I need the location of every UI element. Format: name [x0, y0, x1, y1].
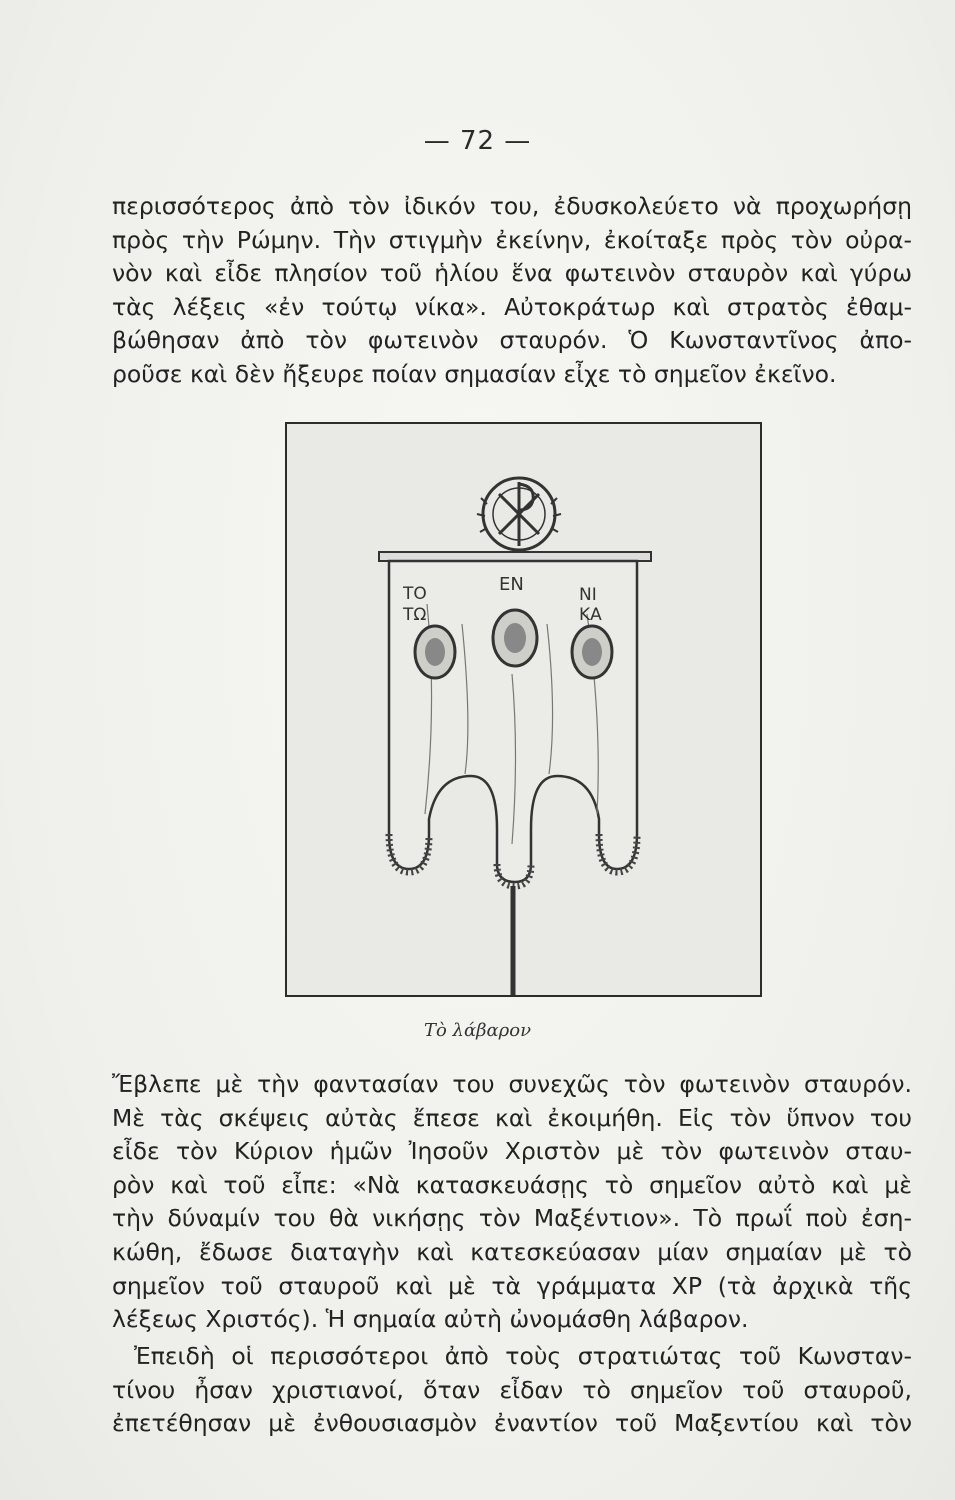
banner-word-tw: ΤΩ — [403, 605, 427, 625]
banner-word-en: ΕΝ — [499, 574, 524, 595]
labarum-illustration — [285, 422, 762, 997]
chi-rho-wreath-icon — [477, 478, 561, 550]
text-line: Ἐπειδὴ οἱ περισσότεροι ἀπὸ τοὺς στρατιώτας τοῦ Κωνσταν- — [134, 1342, 912, 1370]
top-paragraph — [112, 190, 912, 392]
labarum-drawing — [287, 424, 760, 995]
text-line: ἐπετέθησαν μὲ ἐνθουσιασμὸν ἐναντίον τοῦ Μαξεντίου καὶ τὸν — [112, 1409, 912, 1438]
crossbar — [379, 552, 651, 561]
text-line: πρὸς τὴν Ρώμην. Τὴν στιγμὴν ἐκείνην, ἐκοίταξε πρὸς τὸν οὐρα- — [112, 225, 912, 254]
figure-caption: Τὸ λάβαρον — [423, 1020, 532, 1041]
text-line: σημεῖον τοῦ σταυροῦ καὶ μὲ τὰ γράμματα ΧΡ (τὰ ἀρχικὰ τῆς — [112, 1271, 912, 1300]
banner-word-to: ΤΟ — [403, 584, 427, 604]
text-line: ρὸν καὶ τοῦ εἶπε: «Νὰ κατασκευάσῃς τὸ σημεῖον αὐτὸ καὶ μὲ — [112, 1170, 912, 1199]
medallion-center — [493, 610, 537, 666]
text-line: τὰς λέξεις «ἐν τούτῳ νίκα». Αὐτοκράτωρ καὶ στρατὸς ἐθαμ- — [112, 292, 912, 321]
text-line: νὸν καὶ εἶδε πλησίον τοῦ ἡλίου ἕνα φωτεινὸν σταυρὸν καὶ γύρω — [112, 259, 912, 288]
text-line: λέξεως Χριστός). Ἡ σημαία αὐτὴ ὠνομάσθη λάβαρον. — [112, 1305, 749, 1334]
text-line: τίνου ἦσαν χριστιανοί, ὅταν εἶδαν τὸ σημεῖον τοῦ σταυροῦ, — [112, 1375, 912, 1404]
text-line: Ἔβλεπε μὲ τὴν φαντασίαν του συνεχῶς τὸν φωτεινὸν σταυρόν. — [112, 1070, 912, 1098]
text-line: Μὲ τὰς σκέψεις αὐτὰς ἔπεσε καὶ ἐκοιμήθη. Εἰς τὸν ὕπνον του — [112, 1103, 912, 1132]
medallion-left — [415, 626, 455, 678]
text-line: κώθη, ἔδωσε διαταγὴν καὶ κατεσκεύασαν μίαν σημαίαν μὲ τὸ — [112, 1237, 912, 1266]
medallion-right — [572, 626, 612, 678]
text-line: περισσότερος ἀπὸ τὸν ἰδικόν του, ἐδυσκολεύετο νὰ προχωρήσῃ — [112, 192, 912, 220]
middle-paragraph — [112, 1068, 912, 1337]
text-line: βώθησαν ἀπὸ τὸν φωτεινὸν σταυρόν. Ὁ Κωνσταντῖνος ἀπο- — [112, 326, 912, 355]
text-line: εἶδε τὸν Κύριον ἡμῶν Ἰησοῦν Χριστὸν μὲ τὸν φωτεινὸν σταυ- — [112, 1137, 912, 1166]
text-line: ροῦσε καὶ δὲν ἤξευρε ποίαν σημασίαν εἶχε τὸ σημεῖον ἐκεῖνο. — [112, 359, 837, 388]
banner-word-ni: ΝΙ — [579, 585, 597, 605]
banner-word-ka: ΚΑ — [579, 605, 602, 625]
text-line: τὴν δύναμίν του θὰ νικήσῃς τὸν Μαξέντιον». Τὸ πρωΐ ποὺ ἐση- — [112, 1204, 912, 1233]
page-number: — 72 — — [423, 126, 532, 156]
bottom-paragraph — [112, 1340, 912, 1441]
